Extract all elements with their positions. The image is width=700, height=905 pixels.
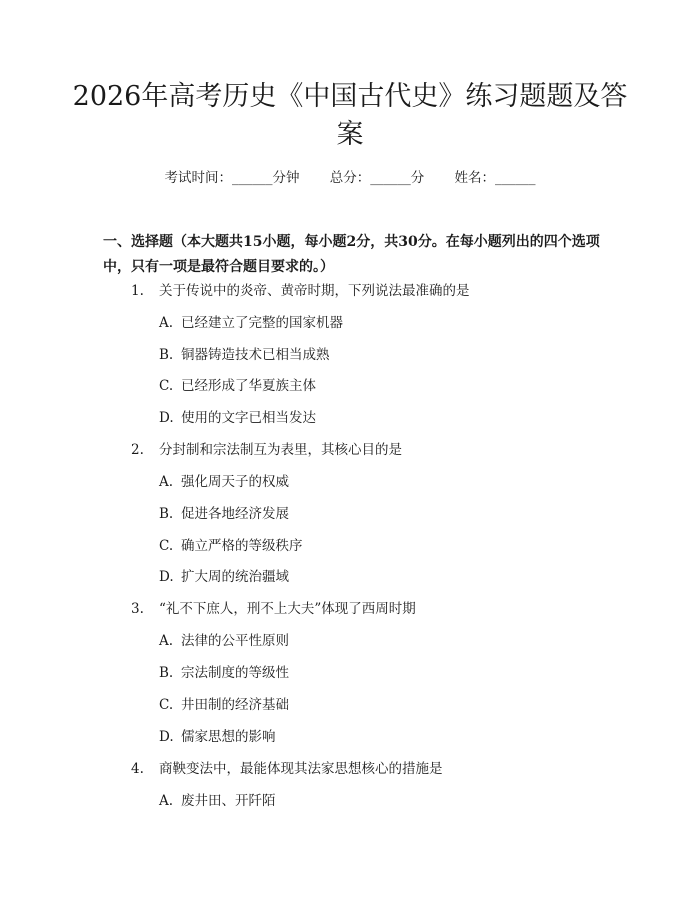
option-text: 强化周天子的权威 <box>181 474 289 490</box>
option-text: 宗法制度的等级性 <box>181 665 289 681</box>
option-text: 废井田、开阡陌 <box>181 793 276 809</box>
option-letter: D. <box>159 729 174 745</box>
question-text: “礼不下庶人，刑不上大夫”体现了西周时期 <box>159 601 416 617</box>
option-letter: A. <box>159 315 174 331</box>
option-letter: A. <box>159 793 174 809</box>
question-2-option-c <box>159 536 303 556</box>
option-text: 已经建立了完整的国家机器 <box>181 315 343 331</box>
option-letter: C. <box>159 378 174 394</box>
question-2-option-b <box>159 504 289 524</box>
question-number: 4. <box>131 761 144 777</box>
option-letter: C. <box>159 538 174 554</box>
question-4-option-a <box>159 791 276 811</box>
section-heading: 一、选择题（本大题共15小题，每小题2分，共30分。在每小题列出的四个选项中，只有一项是最符合题目要求的。） <box>103 234 600 275</box>
option-letter: B. <box>159 347 174 363</box>
option-text: 促进各地经济发展 <box>181 506 289 522</box>
question-1-option-a <box>159 313 343 333</box>
question-3 <box>131 599 416 619</box>
option-text: 确立严格的等级秩序 <box>181 538 303 554</box>
question-3-option-d <box>159 727 276 747</box>
question-4 <box>131 759 443 779</box>
question-text: 关于传说中的炎帝、黄帝时期，下列说法最准确的是 <box>159 283 470 299</box>
option-letter: A. <box>159 474 174 490</box>
option-text: 铜器铸造技术已相当成熟 <box>181 347 330 363</box>
question-3-option-c <box>159 695 289 715</box>
exam-info-line <box>0 168 700 188</box>
option-letter: C. <box>159 697 174 713</box>
option-text: 使用的文字已相当发达 <box>181 410 316 426</box>
question-text: 分封制和宗法制互为表里，其核心目的是 <box>159 442 402 458</box>
student-name-field: 姓名：______ <box>454 170 536 186</box>
question-1-option-b <box>159 345 330 365</box>
page-title: 2026年高考历史《中国古代史》练习题题及答案 <box>72 81 628 150</box>
question-1-option-c <box>159 376 316 396</box>
option-letter: D. <box>159 410 174 426</box>
question-3-option-b <box>159 663 289 683</box>
option-letter: A. <box>159 633 174 649</box>
question-number: 1. <box>131 283 144 299</box>
question-number: 3. <box>131 601 144 617</box>
exam-time-field: 考试时间：______分钟 <box>164 170 300 186</box>
total-score-field: 总分：______分 <box>329 170 425 186</box>
question-number: 2. <box>131 442 144 458</box>
option-letter: B. <box>159 665 174 681</box>
option-text: 已经形成了华夏族主体 <box>181 378 316 394</box>
option-text: 井田制的经济基础 <box>181 697 289 713</box>
question-2 <box>131 440 402 460</box>
question-1 <box>131 281 470 301</box>
question-2-option-d <box>159 567 289 587</box>
option-text: 法律的公平性原则 <box>181 633 289 649</box>
option-text: 扩大周的统治疆域 <box>181 569 289 585</box>
option-letter: D. <box>159 569 174 585</box>
question-3-option-a <box>159 631 289 651</box>
question-1-option-d <box>159 408 316 428</box>
option-text: 儒家思想的影响 <box>181 729 276 745</box>
question-2-option-a <box>159 472 289 492</box>
question-text: 商鞅变法中，最能体现其法家思想核心的措施是 <box>159 761 443 777</box>
option-letter: B. <box>159 506 174 522</box>
